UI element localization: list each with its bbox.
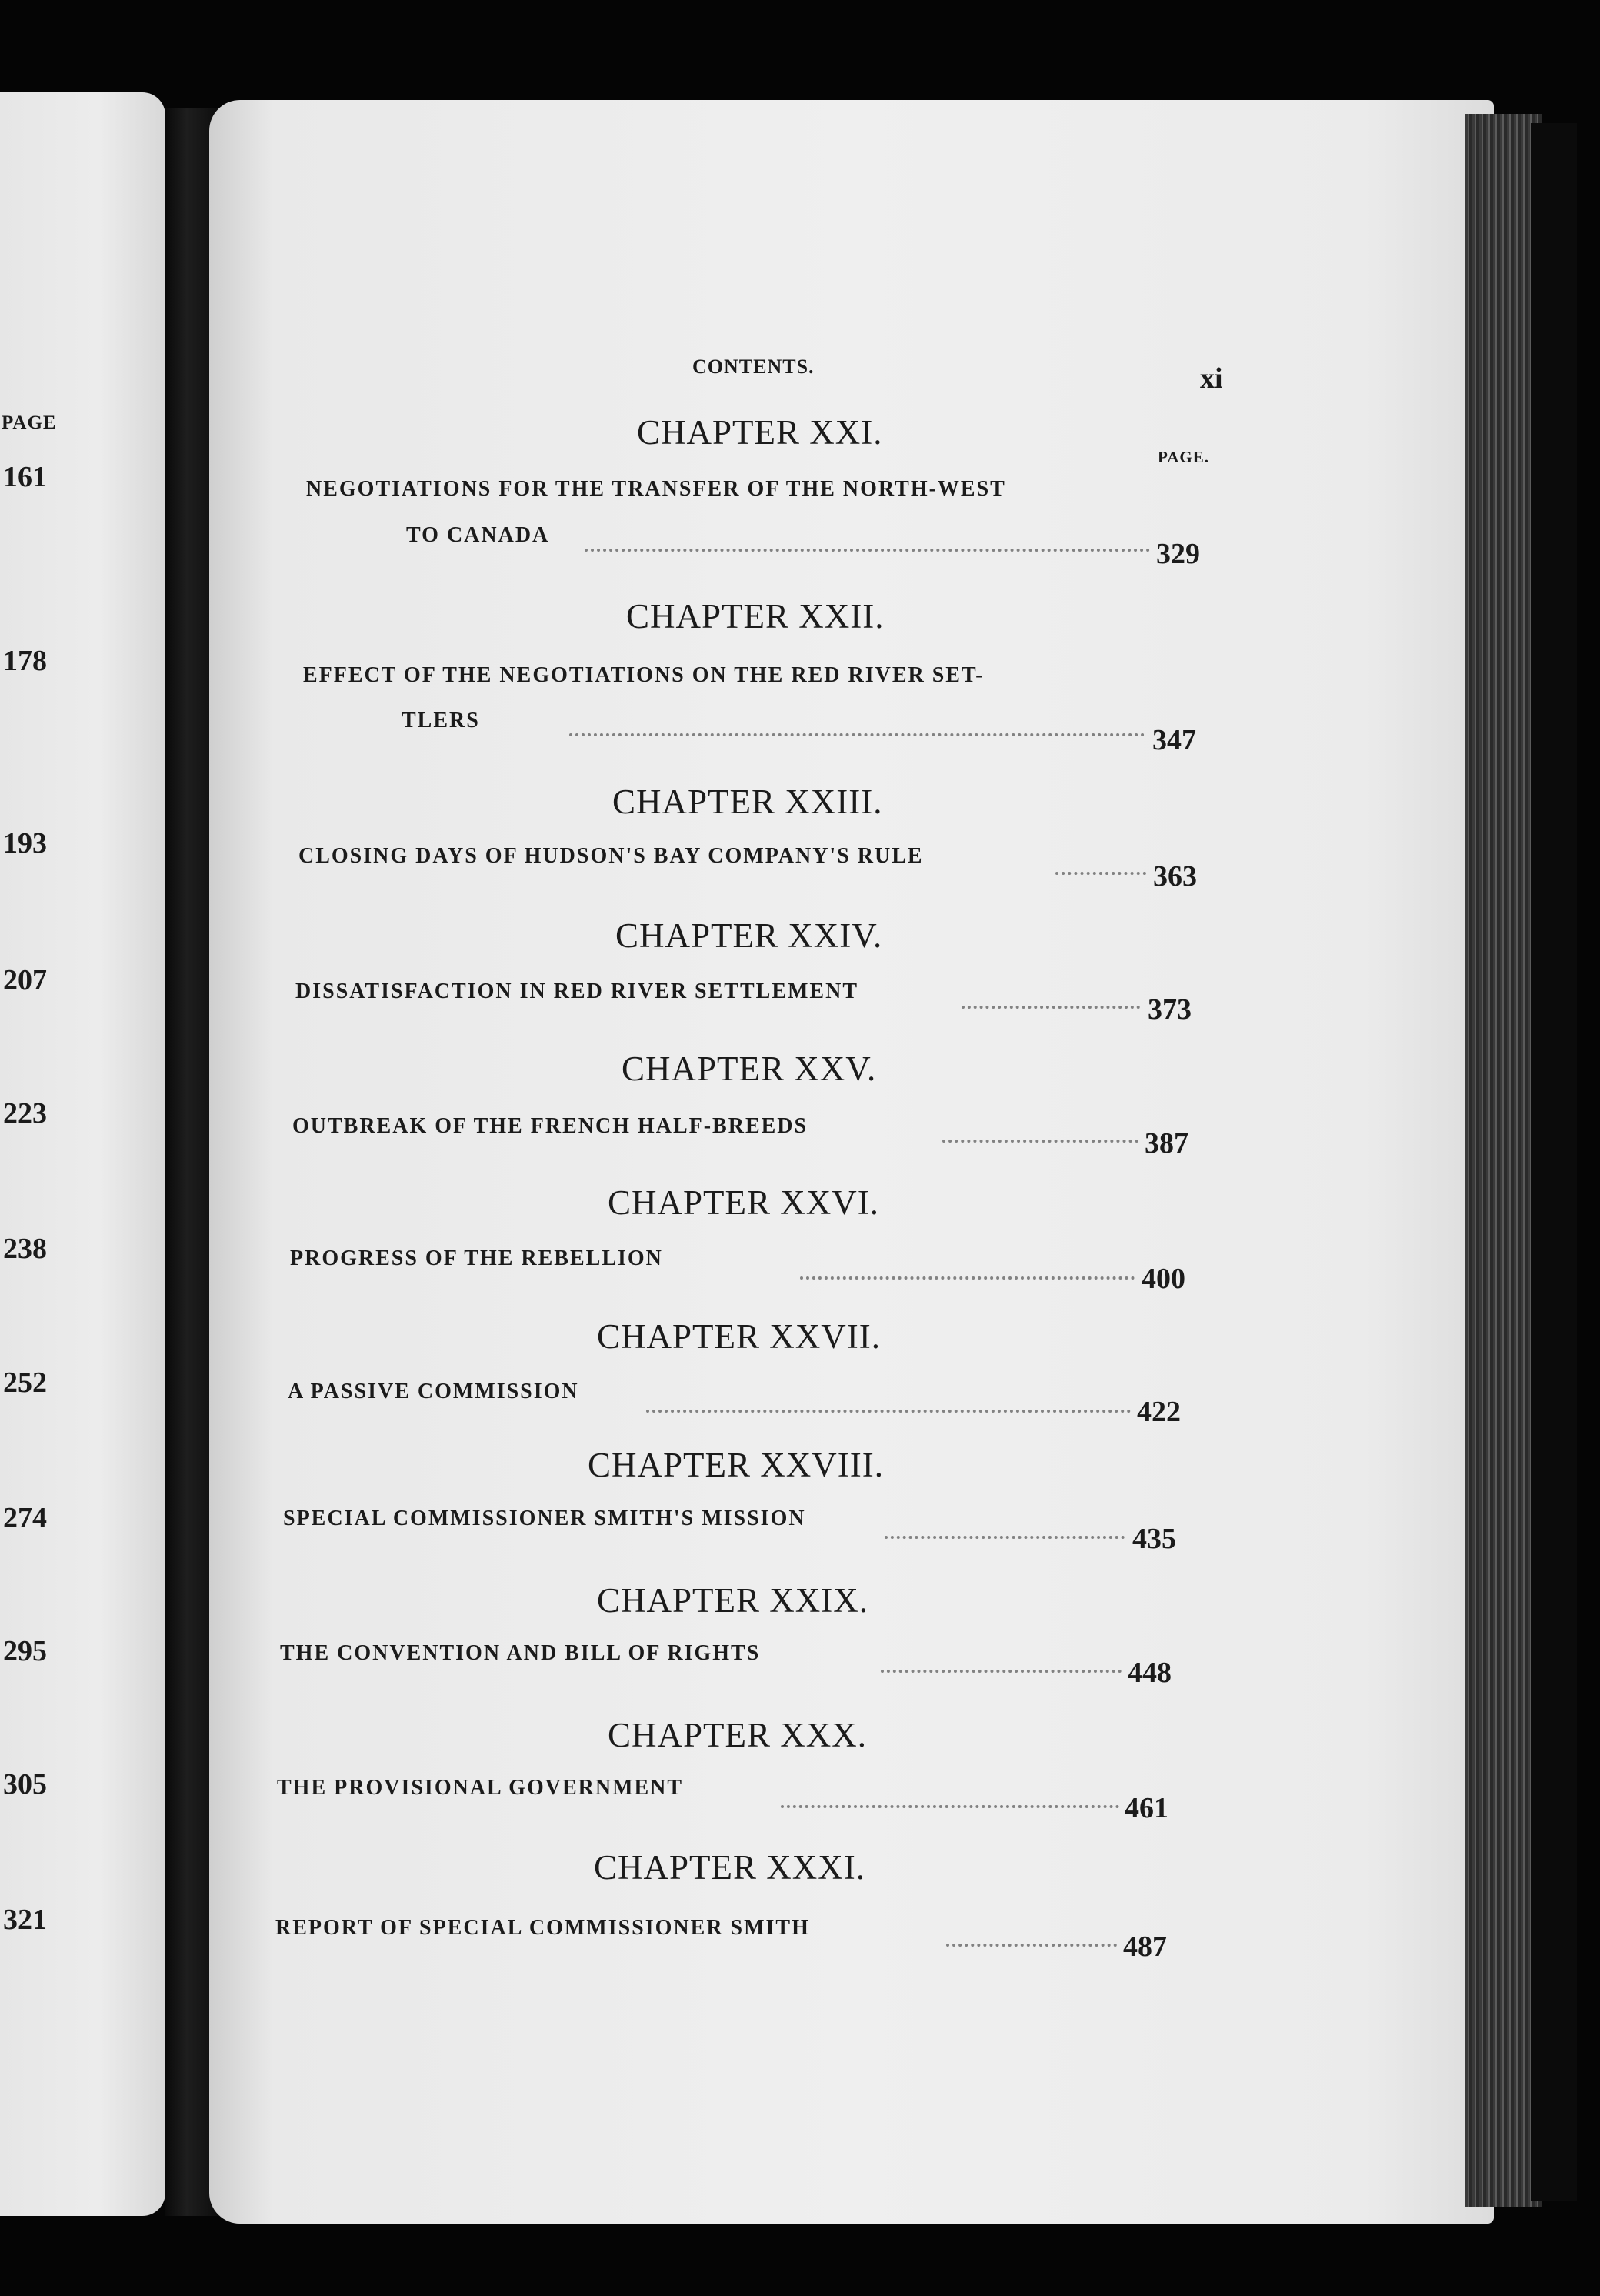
dot-leader <box>585 549 1150 555</box>
chapter-title: EFFECT OF THE NEGOTIATIONS ON THE RED RIVER SET- <box>303 663 985 687</box>
folio: xi <box>1200 362 1223 395</box>
chapter-page-number: 435 <box>1132 1523 1176 1555</box>
chapter-title: CLOSING DAYS OF HUDSON'S BAY COMPANY'S RULE <box>298 844 924 868</box>
dot-leader <box>881 1670 1122 1676</box>
left-page-header: PAGE <box>2 412 57 433</box>
chapter-heading: CHAPTER XXX. <box>608 1716 868 1754</box>
chapter-title: TO CANADA <box>406 523 550 547</box>
left-page-number: 321 <box>3 1904 47 1936</box>
dot-leader <box>1055 872 1146 878</box>
book-edge-shadow <box>1531 123 1577 2201</box>
left-page-number: 161 <box>3 461 47 493</box>
chapter-title: NEGOTIATIONS FOR THE TRANSFER OF THE NORTH-WEST <box>306 477 1006 501</box>
left-page-number: 252 <box>3 1367 47 1399</box>
chapter-heading: CHAPTER XXVIII. <box>588 1446 884 1484</box>
running-title: CONTENTS. <box>692 355 815 378</box>
chapter-heading: CHAPTER XXXI. <box>594 1848 866 1887</box>
chapter-heading: CHAPTER XXVII. <box>597 1317 881 1356</box>
chapter-title: A PASSIVE COMMISSION <box>288 1380 579 1403</box>
dot-leader <box>800 1276 1135 1283</box>
chapter-heading: CHAPTER XXIX. <box>597 1581 869 1620</box>
chapter-title: THE CONVENTION AND BILL OF RIGHTS <box>280 1641 761 1665</box>
left-page-number: 295 <box>3 1635 47 1667</box>
chapter-title: TLERS <box>402 709 480 733</box>
chapter-page-number: 363 <box>1153 860 1197 893</box>
dot-leader <box>646 1410 1131 1416</box>
chapter-heading: CHAPTER XXV. <box>622 1050 877 1088</box>
chapter-title: REPORT OF SPECIAL COMMISSIONER SMITH <box>275 1916 810 1940</box>
dot-leader <box>781 1805 1119 1811</box>
chapter-title: SPECIAL COMMISSIONER SMITH'S MISSION <box>283 1507 806 1530</box>
chapter-page-number: 387 <box>1145 1127 1188 1160</box>
chapter-title: DISSATISFACTION IN RED RIVER SETTLEMENT <box>295 979 859 1003</box>
dot-leader <box>942 1140 1138 1146</box>
dot-leader <box>569 733 1145 739</box>
dot-leader <box>885 1536 1125 1542</box>
dot-leader <box>946 1944 1117 1950</box>
chapter-heading: CHAPTER XXI. <box>637 413 883 452</box>
left-page-number: 223 <box>3 1097 47 1130</box>
left-page-number: 178 <box>3 645 47 677</box>
chapter-heading: CHAPTER XXIV. <box>615 916 883 955</box>
chapter-page-number: 347 <box>1152 724 1196 756</box>
chapter-page-number: 487 <box>1123 1931 1167 1963</box>
chapter-page-number: 400 <box>1142 1263 1185 1295</box>
left-page-number: 207 <box>3 964 47 996</box>
dot-leader <box>962 1006 1140 1012</box>
chapter-page-number: 461 <box>1125 1792 1168 1824</box>
chapter-page-number: 329 <box>1156 538 1200 570</box>
page-column-header: PAGE. <box>1158 448 1210 466</box>
chapter-page-number: 422 <box>1137 1396 1181 1428</box>
left-page-number: 274 <box>3 1502 47 1534</box>
chapter-page-number: 448 <box>1128 1657 1172 1689</box>
chapter-heading: CHAPTER XXVI. <box>608 1183 880 1222</box>
chapter-heading: CHAPTER XXIII. <box>612 783 883 821</box>
chapter-page-number: 373 <box>1148 993 1192 1026</box>
left-page-number: 238 <box>3 1233 47 1265</box>
chapter-title: PROGRESS OF THE REBELLION <box>290 1246 663 1270</box>
chapter-title: THE PROVISIONAL GOVERNMENT <box>277 1776 684 1800</box>
left-page-number: 193 <box>3 827 47 859</box>
chapter-heading: CHAPTER XXII. <box>626 597 885 636</box>
left-page-number: 305 <box>3 1768 47 1800</box>
left-page <box>0 92 165 2216</box>
chapter-title: OUTBREAK OF THE FRENCH HALF-BREEDS <box>292 1114 808 1138</box>
